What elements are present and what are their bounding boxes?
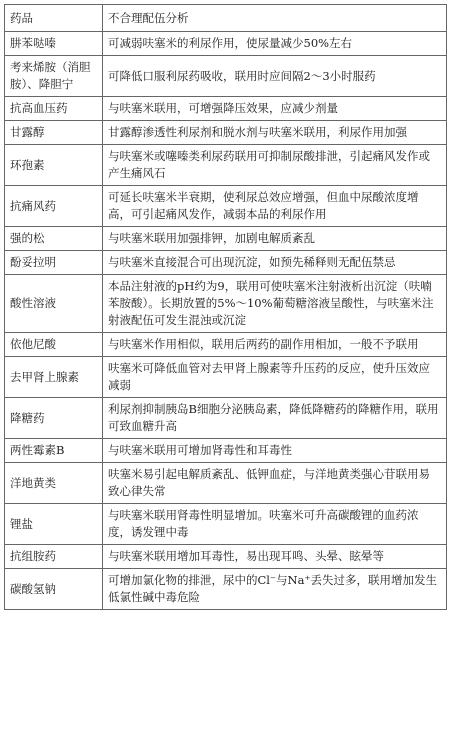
table-row xyxy=(5,569,447,610)
analysis-cell: 与呋塞米直接混合可出现沉淀，如预先稀释则无配伍禁忌 xyxy=(103,251,447,275)
analysis-cell: 与呋塞米联用肾毒性明显增加。呋塞米可升高碳酸锂的血药浓度，诱发锂中毒 xyxy=(103,504,447,545)
analysis-cell: 呋塞米可降低血管对去甲肾上腺素等升压药的反应，使升压效应减弱 xyxy=(103,357,447,398)
drug-cell: 强的松 xyxy=(5,227,103,251)
analysis-cell: 可降低口服利尿药吸收，联用时应间隔2～3小时服药 xyxy=(103,56,447,97)
table-row xyxy=(5,545,447,569)
table-row xyxy=(5,275,447,333)
analysis-cell: 可延长呋塞米半衰期，使利尿总效应增强，但血中尿酸浓度增高，可引起痛风发作，减弱本品的利尿作用 xyxy=(103,186,447,227)
table-row xyxy=(5,251,447,275)
drug-cell: 去甲肾上腺素 xyxy=(5,357,103,398)
table-row xyxy=(5,333,447,357)
incompatibility-table xyxy=(4,4,447,610)
table-row xyxy=(5,398,447,439)
drug-cell: 考来烯胺（消胆胺）、降胆宁 xyxy=(5,56,103,97)
table-row xyxy=(5,439,447,463)
table-row xyxy=(5,32,447,56)
analysis-cell: 与呋塞米联用可增加肾毒性和耳毒性 xyxy=(103,439,447,463)
drug-cell: 环孢素 xyxy=(5,145,103,186)
analysis-cell: 可增加氯化物的排泄，尿中的Cl⁻与Na⁺丢失过多，联用增加发生低氯性碱中毒危险 xyxy=(103,569,447,610)
table-row xyxy=(5,357,447,398)
table-row xyxy=(5,463,447,504)
table-row xyxy=(5,97,447,121)
analysis-cell: 与呋塞米联用增加耳毒性，易出现耳鸣、头晕、眩晕等 xyxy=(103,545,447,569)
drug-cell: 酸性溶液 xyxy=(5,275,103,333)
drug-cell: 两性霉素B xyxy=(5,439,103,463)
drug-cell: 洋地黄类 xyxy=(5,463,103,504)
drug-cell: 酚妥拉明 xyxy=(5,251,103,275)
analysis-cell: 与呋塞米联用，可增强降压效果，应减少剂量 xyxy=(103,97,447,121)
analysis-cell: 本品注射液的pH约为9，联用可使呋塞米注射液析出沉淀（呋喃苯胺酸）。长期放置的5%～10%葡萄糖溶液呈酸性，与呋塞米注射液配伍可发生混浊或沉淀 xyxy=(103,275,447,333)
table-row xyxy=(5,504,447,545)
analysis-cell: 甘露醇渗透性利尿剂和脱水剂与呋塞米联用，利尿作用加强 xyxy=(103,121,447,145)
table-body xyxy=(5,32,447,610)
table-row xyxy=(5,145,447,186)
drug-cell: 降糖药 xyxy=(5,398,103,439)
drug-cell: 依他尼酸 xyxy=(5,333,103,357)
analysis-cell: 与呋塞米联用加强排钾，加剧电解质紊乱 xyxy=(103,227,447,251)
header-drug: 药品 xyxy=(5,5,103,32)
drug-cell: 抗痛风药 xyxy=(5,186,103,227)
drug-cell: 锂盐 xyxy=(5,504,103,545)
drug-cell: 抗高血压药 xyxy=(5,97,103,121)
analysis-cell: 与呋塞米或噻嗪类利尿药联用可抑制尿酸排泄，引起痛风发作或产生痛风石 xyxy=(103,145,447,186)
analysis-cell: 与呋塞米作用相似，联用后两药的副作用相加，一般不予联用 xyxy=(103,333,447,357)
table-row xyxy=(5,227,447,251)
header-analysis: 不合理配伍分析 xyxy=(103,5,447,32)
drug-cell: 碳酸氢钠 xyxy=(5,569,103,610)
drug-cell: 肼苯哒嗪 xyxy=(5,32,103,56)
table-row xyxy=(5,121,447,145)
analysis-cell: 呋塞米易引起电解质紊乱、低钾血症，与洋地黄类强心苷联用易致心律失常 xyxy=(103,463,447,504)
table-row xyxy=(5,186,447,227)
drug-cell: 抗组胺药 xyxy=(5,545,103,569)
drug-cell: 甘露醇 xyxy=(5,121,103,145)
analysis-cell: 可减弱呋塞米的利尿作用，使尿量减少50%左右 xyxy=(103,32,447,56)
table-row xyxy=(5,56,447,97)
analysis-cell: 利尿剂抑制胰岛B细胞分泌胰岛素，降低降糖药的降糖作用，联用可致血糖升高 xyxy=(103,398,447,439)
table-header-row xyxy=(5,5,447,32)
